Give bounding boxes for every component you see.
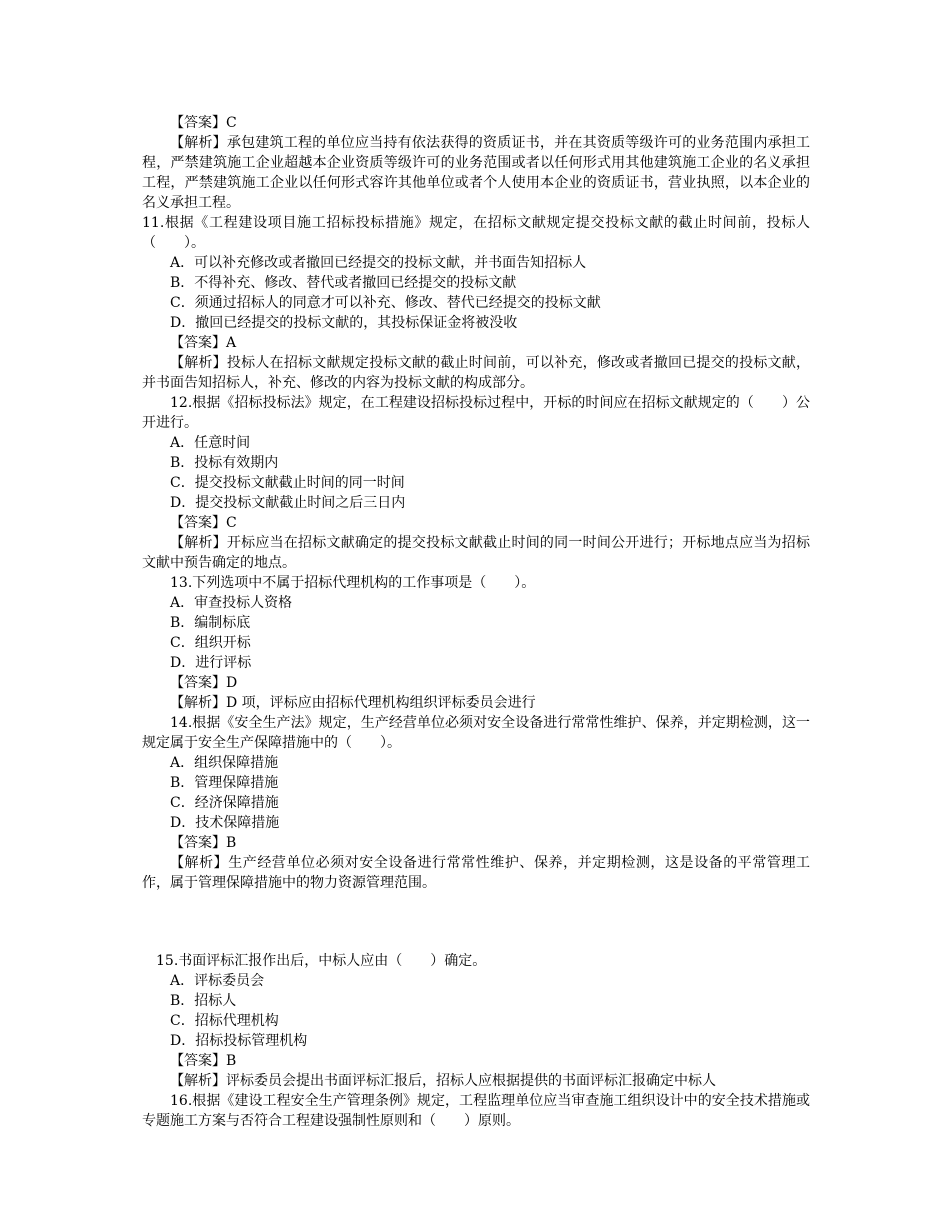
- answer-value: D: [226, 675, 238, 691]
- answer-label: 【答案】: [170, 835, 226, 851]
- answer-label: 【答案】: [170, 335, 226, 351]
- option-14-a: A．组织保障措施: [170, 755, 279, 771]
- option-13-b: B．编制标底: [170, 615, 251, 631]
- explanation-10: [142, 133, 810, 213]
- answer-10: [142, 113, 810, 133]
- answer-label: 【答案】: [170, 1053, 226, 1069]
- explanation-14: [142, 853, 810, 893]
- explanation-label: 【解析】: [170, 355, 227, 371]
- explanation-text: 开标应当在招标文献确定的提交投标文献截止时间的同一时间公开进行；开标地点应当为招标文献中预告确定的地点。: [142, 535, 811, 571]
- answer-13: [142, 673, 810, 693]
- option-12-a: A．任意时间: [170, 435, 251, 451]
- explanation-text: D 项，评标应由招标代理机构组织评标委员会进行: [226, 695, 536, 711]
- option-12-b: B．投标有效期内: [170, 455, 279, 471]
- explanation-15: [142, 1071, 810, 1091]
- answer-12: [142, 513, 810, 533]
- answer-11: [142, 333, 810, 353]
- option-15-b: B．招标人: [170, 993, 237, 1009]
- option-14-b: B．管理保障措施: [170, 775, 279, 791]
- explanation-11: [142, 353, 810, 393]
- explanation-text: 承包建筑工程的单位应当持有依法获得的资质证书，并在其资质等级许可的业务范围内承担工程，严禁建筑施工企业超越本企业资质等级许可的业务范围或者以任何形式用其他建筑施工企业的名义承担工程，严禁建筑施工企业以任何形式容许其他单位或者个人使用本企业的资质证书，营业执照，以本企业的名义承担工程。: [142, 135, 811, 211]
- answer-14: [142, 833, 810, 853]
- question-16: 16.根据《建设工程安全生产管理条例》规定，工程监理单位应当审查施工组织设计中的安全技术措施或专题施工方案与否符合工程建设强制性原则和（ ）原则。: [142, 1093, 810, 1129]
- option-14-c: C．经济保障措施: [170, 795, 279, 811]
- option-15-a: A．评标委员会: [170, 973, 265, 989]
- explanation-label: 【解析】: [170, 695, 226, 711]
- question-12: 12.根据《招标投标法》规定，在工程建设招标投标过程中，开标的时间应在招标文献规定的（ ）公开进行。: [142, 395, 810, 431]
- option-15-d: D．招标投标管理机构: [170, 1033, 308, 1049]
- answer-15: [142, 1051, 810, 1071]
- answer-value: C: [226, 515, 237, 531]
- option-11-a: A．可以补充修改或者撤回已经提交的投标文献，并书面告知招标人: [170, 255, 587, 271]
- question-15: 15.书面评标汇报作出后，中标人应由（ ）确定。: [156, 953, 487, 969]
- answer-value: B: [226, 1053, 237, 1069]
- option-11-d: D．撤回已经提交的投标文献的，其投标保证金将被没收: [170, 315, 518, 331]
- option-11-c: C．须通过招标人的同意才可以补充、修改、替代已经提交的投标文献: [170, 295, 601, 311]
- question-14: 14.根据《安全生产法》规定，生产经营单位必须对安全设备进行常常性维护、保养，并定期检测，这一规定属于安全生产保障措施中的（ ）。: [142, 715, 810, 751]
- option-13-c: C．组织开标: [170, 635, 251, 651]
- explanation-12: [142, 533, 810, 573]
- option-12-c: C．提交投标文献截止时间的同一时间: [170, 475, 405, 491]
- answer-value: A: [226, 335, 237, 351]
- option-13-a: A．审查投标人资格: [170, 595, 293, 611]
- option-11-b: B．不得补充、修改、替代或者撤回已经提交的投标文献: [170, 275, 517, 291]
- answer-value: C: [226, 115, 237, 131]
- option-14-d: D．技术保障措施: [170, 815, 280, 831]
- document-body: [142, 113, 810, 1131]
- explanation-text: 评标委员会提出书面评标汇报后，招标人应根据提供的书面评标汇报确定中标人: [226, 1073, 716, 1089]
- question-11: 11.根据《工程建设项目施工招标投标措施》规定，在招标文献规定提交投标文献的截止时间前，投标人（ ）。: [142, 215, 810, 251]
- answer-label: 【答案】: [170, 675, 226, 691]
- option-12-d: D．提交投标文献截止时间之后三日内: [170, 495, 406, 511]
- answer-label: 【答案】: [170, 115, 226, 131]
- explanation-13: [142, 693, 810, 713]
- explanation-label: 【解析】: [170, 1073, 226, 1089]
- answer-label: 【答案】: [170, 515, 226, 531]
- explanation-text: 生产经营单位必须对安全设备进行常常性维护、保养，并定期检测，这是设备的平常管理工作，属于管理保障措施中的物力资源管理范围。: [142, 855, 810, 891]
- explanation-text: 投标人在招标文献规定投标文献的截止时间前，可以补充，修改或者撤回已提交的投标文献，并书面告知招标人，补充、修改的内容为投标文献的构成部分。: [142, 355, 811, 391]
- answer-value: B: [226, 835, 237, 851]
- explanation-label: 【解析】: [170, 535, 227, 551]
- explanation-label: 【解析】: [170, 135, 227, 151]
- option-15-c: C．招标代理机构: [170, 1013, 279, 1029]
- section-gap: [142, 893, 810, 951]
- explanation-label: 【解析】: [170, 855, 229, 871]
- question-13: 13.下列选项中不属于招标代理机构的工作事项是（ ）。: [170, 575, 536, 591]
- option-13-d: D．进行评标: [170, 655, 252, 671]
